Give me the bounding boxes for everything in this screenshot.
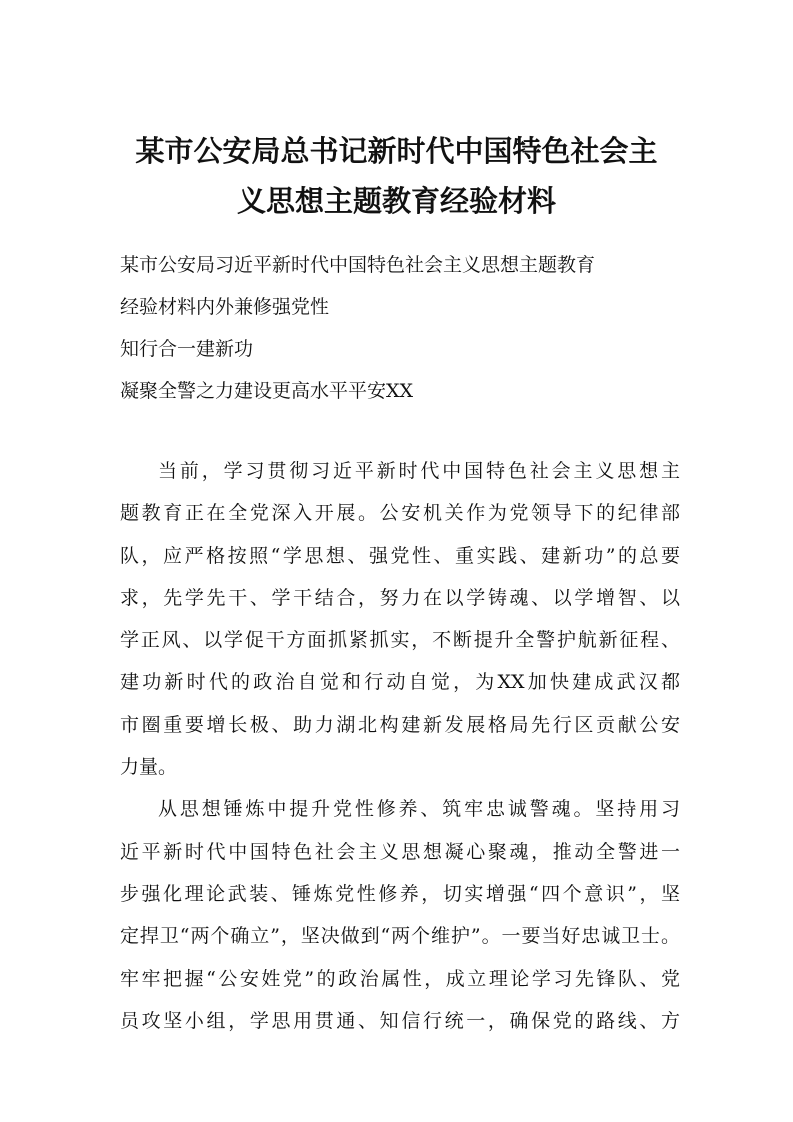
- paragraph-line: 市圈重要增长极、助力湖北构建新发展格局先行区贡献公安: [120, 713, 680, 736]
- paragraph-line: 队，应严格按照“学思想、强党性、重实践、建新功”的总要: [120, 544, 680, 567]
- paragraph-line: 力量。: [120, 756, 178, 779]
- subtitle-line-2: 经验材料内外兼修强党性: [120, 296, 330, 318]
- subtitle-line-3: 知行合一建新功: [120, 338, 254, 360]
- document-title: [100, 126, 693, 226]
- paragraph-line: 从思想锤炼中提升党性修养、筑牢忠诚警魂。坚持用习: [158, 798, 680, 821]
- paragraph-line: 牢牢把握“公安姓党”的政治属性，成立理论学习先锋队、党: [120, 967, 680, 990]
- paragraph-line: 求，先学先干、学干结合，努力在以学铸魂、以学增智、以: [120, 586, 680, 609]
- paragraph-line: 题教育正在全党深入开展。公安机关作为党领导下的纪律部: [120, 502, 680, 525]
- paragraph-line: 定捍卫“两个确立”，坚决做到“两个维护”。一要当好忠诚卫士。: [120, 925, 680, 948]
- paragraph-line: 员攻坚小组，学思用贯通、知信行统一，确保党的路线、方: [120, 1009, 680, 1032]
- document-body: [120, 450, 680, 1042]
- paragraph-line: 当前，学习贯彻习近平新时代中国特色社会主义思想主: [158, 460, 680, 482]
- subtitle-block: [120, 244, 680, 412]
- paragraph-line: 学正风、以学促干方面抓紧抓实，不断提升全警护航新征程、: [120, 629, 680, 652]
- title-line-1: 某市公安局总书记新时代中国特色社会主: [135, 134, 658, 168]
- subtitle-line-1: 某市公安局习近平新时代中国特色社会主义思想主题教育: [120, 254, 596, 276]
- paragraph-line: 建功新时代的政治自觉和行动自觉，为XX加快建成武汉都: [120, 671, 680, 694]
- title-line-2: 义思想主题教育经验材料: [236, 184, 556, 218]
- paragraph-line: 近平新时代中国特色社会主义思想凝心聚魂，推动全警进一: [120, 840, 680, 863]
- paragraph-2: [120, 788, 680, 1042]
- paragraph-1: [120, 450, 680, 788]
- paragraph-line: 步强化理论武装、锤炼党性修养，切实增强“四个意识”，坚: [120, 882, 680, 905]
- subtitle-line-4: 凝聚全警之力建设更高水平平安XX: [120, 380, 414, 402]
